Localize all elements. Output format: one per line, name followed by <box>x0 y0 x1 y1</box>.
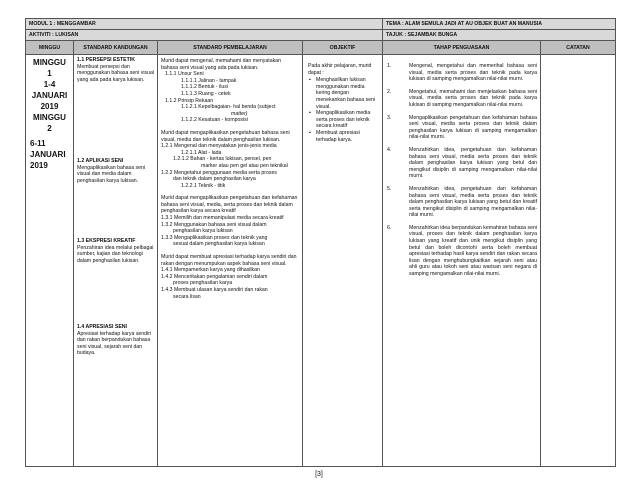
sp-group-3 <box>161 195 299 248</box>
sp-group-1 <box>161 58 299 124</box>
objektif-list <box>308 77 379 143</box>
tp-number: 1. <box>387 63 392 69</box>
sp-line: 1.2.2 Mengetahui penggunaan media serta proses <box>161 169 277 176</box>
minggu-dates-1: 1-4 <box>43 80 56 89</box>
minggu-dates-2: 6-11 <box>30 139 46 148</box>
sp-line: sesuai dalam penghasilan karya lukisan <box>173 241 265 248</box>
sp-line: marker atau pen gel atau pen teknikal <box>201 162 288 169</box>
sk-body: Apresiasi terhadap karya sendiri dan rakan berpandukan bahasa seni visual, sejarah seni dan budaya. <box>77 330 152 357</box>
sp-line: 1.4.2 Menceritakan pengalaman sendiri dalam <box>161 273 268 280</box>
tema-cell: TEMA : ALAM SEMULA JADI AT AU OBJEK BUAT AN MANUSIA <box>383 19 616 30</box>
sk-title: 1.4 APRESIASI SENI <box>77 324 127 330</box>
sp-line: 1.2.1 Mengenal dan menyatakan jenis-jenis media <box>161 143 277 150</box>
lesson-plan-table <box>25 18 616 467</box>
tp-text: Menzahirkan idea berpandukan kemahiran bahasa seni visual, proses dan teknik dalam penghasilan karya lukisan yang kreatif dan unik mengikut disiplin yang betul dan boleh dicontohi serta boleh membuat apresiasi terhadap hasil karya sendiri dan rakan secara lisan dengan menghubungkaitkan sejarah seni atau ahli guru atau tokoh seni atau warisan seni negara di samping mengamalkan nilai-nilai murni. <box>409 224 538 278</box>
rpt-page <box>25 18 615 467</box>
sp-line: 1.3.3 Mengaplikasikan proses dan teknik yang <box>161 234 268 241</box>
sk-body: Mengaplikasikan bahasa seni visual dan media dalam penghasilan karya lukisan. <box>77 164 146 184</box>
minggu-year-1: 2019 <box>40 102 59 111</box>
col-catatan: CATATAN <box>541 41 616 55</box>
minggu-month-1: JANUARI <box>31 91 68 100</box>
sp-line: 1.1.1.3 Ruang - cetek <box>181 90 231 97</box>
sp-line: dan teknik dalam penghasilan karya <box>173 176 256 183</box>
tp-item-2 <box>387 89 537 109</box>
col-standard-kandungan: STANDARD KANDUNGAN <box>74 41 158 55</box>
sp-line: 1.1.1 Unsur Seni <box>165 71 204 78</box>
sp-group-4 <box>161 254 299 300</box>
sk-title: 1.2 APLIKASI SENI <box>77 158 124 164</box>
tp-item-4 <box>387 147 537 180</box>
sp-line: secara lisan <box>173 293 201 300</box>
minggu-month-2: JANUARI <box>30 150 66 159</box>
col-standard-pembelajaran: STANDARD PEMBELAJARAN <box>158 41 303 55</box>
minggu-number-1: 1 <box>47 69 52 78</box>
sp-line: proses penghasilan karya <box>173 280 233 287</box>
sk-section-1 <box>77 57 154 158</box>
sp-line: 1.2.1.2 Bahan - kertas lukisan, pensel, pen <box>173 156 272 163</box>
sp-line: penghasilan karya lukisan <box>173 228 233 235</box>
tp-number: 5. <box>387 185 392 192</box>
tp-item-3 <box>387 115 537 141</box>
sp-group-2 <box>161 130 299 189</box>
col-minggu: MINGGU <box>26 41 74 55</box>
sp-line: 1.2.2.1 Teknik - titik <box>181 182 226 189</box>
sp-line: 1.3.1 Memilih dan memanipulasi media secara kreatif <box>161 215 284 222</box>
sp-line: 1.1.2.2 Kesatuan - komposisi <box>181 117 248 124</box>
page-number: [3] <box>315 471 323 478</box>
sp-line: matter) <box>231 110 248 117</box>
sp-line: Murid dapat mengaplikasikan pengetahuan dan kefahaman bahasa seni visual, media, serta proses dan teknik dalam penghasilan karya secara kreatif <box>161 195 298 215</box>
sp-line: 1.1.1.2 Bentuk - ilusi <box>181 84 229 91</box>
objektif-intro: Pada akhir pelajaran, murid dapat : <box>308 63 372 76</box>
objektif-item: ▪ Membuat apresiasi terhadap karya. <box>316 130 379 143</box>
header-row-2 <box>26 30 616 41</box>
sk-title: 1.1 PERSEPSI ESTETIK <box>77 57 135 63</box>
sk-section-3 <box>77 238 154 324</box>
column-header-row <box>26 41 616 55</box>
tp-number: 3. <box>387 114 392 121</box>
modul-cell: MODUL 1 : MENGGAMBAR <box>26 19 383 30</box>
sp-line: 1.2.1.1 Alat - lada <box>181 149 222 156</box>
sk-section-4 <box>77 324 154 357</box>
tajuk-cell: TAJUK : SEJAMBAK BUNGA <box>383 30 616 41</box>
sk-body: Membuat persepsi dan menggunakan bahasa seni visual yang ada pada karya lukisan. <box>77 63 155 83</box>
objektif-item: ▪ Mengaplikasikan media serta proses dan teknik secara kreatif <box>316 110 379 130</box>
sp-line: 1.3.2 Menggunakan bahasa seni visual dalam <box>161 221 267 228</box>
tp-text: Mengenal, mengetahui dan memerihal bahasa seni visual, media serta proses dan teknik pada karya lukisan di samping mengamalkan nilai-nilai murni. <box>409 63 538 83</box>
tp-item-1 <box>387 63 537 83</box>
sp-line: 1.1.2.1 Kepelbagaian- hal benda (subject <box>181 104 276 111</box>
standard-pembelajaran-cell <box>158 55 303 467</box>
sk-body: Penzahiran idea melalui pelbagai sumber, kajian dan teknologi dalam penghasilan lukisan. <box>77 244 154 264</box>
col-objektif: OBJEKTIF <box>303 41 383 55</box>
tp-number: 6. <box>387 224 392 231</box>
sp-line: Murid dapat membuat apresiasi terhadap karya sendiri dan rakan dengan menumpukan aspek bahasa seni visual. <box>161 254 297 267</box>
header-row-1 <box>26 19 616 30</box>
content-row <box>26 55 616 467</box>
tp-number: 2. <box>387 88 392 95</box>
tp-text: Mengetahui, memahami dan menjelaskan bahasa seni visual, media serta proses dan teknik pada karya lukisan di samping mengamalkan nilai-nilai murni. <box>409 88 538 108</box>
minggu-number-2: 2 <box>47 124 52 133</box>
objektif-cell <box>303 55 383 467</box>
sp-line: 1.4.3 Membuat ulasan karya sendiri dan rakan <box>161 287 268 293</box>
sp-line: 1.4.1 Mempamerkan karya yang dihasilkan <box>161 267 260 274</box>
tp-item-6 <box>387 225 537 278</box>
minggu-label-1: MINGGU <box>33 58 66 67</box>
col-tahap-penguasaan: TAHAP PENGUASAAN <box>383 41 541 55</box>
tp-text: Menzahirkan idea, pengetahuan dan kefahaman bahasa seni visual, media serta proses dan teknik dalam penghasilan karya lukisan yang betul dan mengikut disiplin di samping mengamalkan nilai-nilai murni. <box>409 146 538 180</box>
minggu-cell <box>26 55 74 467</box>
sp-line: Murid dapat mengaplikasikan pengetahuan bahasa seni visual, media dan teknik dalam penghasilan lukisan. <box>161 129 290 143</box>
sk-section-2 <box>77 158 154 238</box>
tp-text: Menzahirkan idea, pengetahuan dan kefahaman bahasa seni visual, media serta proses dan teknik dalam penghasilan karya lukisan yang betul dan kreatif serta mengikut disiplin di samping mengamalkan nilai-nilai murni. <box>409 185 538 219</box>
aktiviti-cell: AKTIVITI : LUKISAN <box>26 30 383 41</box>
tp-item-5 <box>387 186 537 219</box>
catatan-cell <box>541 55 616 467</box>
sk-title: 1.3 EKSPRESI KREATIF <box>77 238 136 244</box>
minggu-label-2: MINGGU <box>33 113 66 122</box>
minggu-year-2: 2019 <box>30 161 48 170</box>
standard-kandungan-cell <box>74 55 158 467</box>
sp-line: 1.1.1.1 Jalinan - tampak <box>181 77 237 84</box>
tahap-penguasaan-cell <box>383 55 541 467</box>
sp-line: Murid dapat mengenal, memahami dan menyatakan bahasa seni visual yang ada pada lukisan. <box>161 58 281 71</box>
sp-line: 1.1.2 Prinsip Rekaan <box>165 97 214 104</box>
tp-text: Mengaplikasikan pengetahuan dan kefahaman bahasa seni visual, media serta proses dan teknik dalam penghasilan karya lukisan di samping mengamalkan nilai-nilai murni. <box>409 114 538 141</box>
objektif-item: ▪ Menghasilkan lukisan menggunakan media kering dengan menekankan bahasa seni visual. <box>316 77 379 110</box>
tp-number: 4. <box>387 146 392 153</box>
